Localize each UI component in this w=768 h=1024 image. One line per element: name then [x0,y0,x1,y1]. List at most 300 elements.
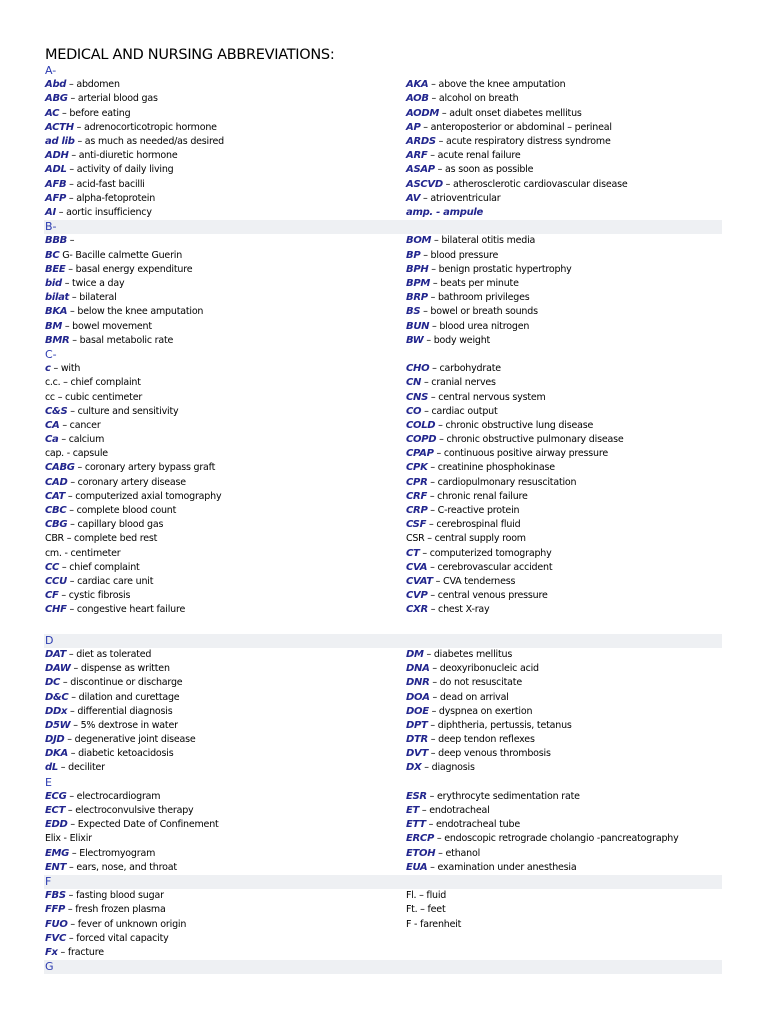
abbreviation-entry [406,918,461,932]
abbreviation-term: ADH [45,150,69,162]
abbreviation-term: amp. - ampule [406,206,483,218]
abbreviation-definition: – before eating [62,107,131,119]
abbreviation-definition: – basal energy expenditure [68,263,193,275]
abbreviation-term: CO [406,405,422,417]
abbreviation-definition: – diet as tolerated [68,648,152,660]
abbreviation-entry [45,433,221,447]
abbreviation-definition: – examination under anesthesia [430,861,577,873]
abbreviation-entry [45,320,203,334]
abbreviation-term: CF [45,590,59,602]
abbreviation-entry [406,705,572,719]
abbreviation-term: BPH [406,263,429,275]
abbreviation-term: DX [406,762,422,774]
abbreviation-term: CC [45,561,60,573]
abbreviation-definition: – diabetic ketoacidosis [70,748,174,760]
abbreviation-term: FUO [45,918,68,930]
abbreviation-entry [406,461,623,475]
abbreviation-term: DTR [406,734,428,746]
abbreviation-term: ERCP [406,833,434,845]
abbreviation-term: bilat [45,292,70,304]
abbreviation-term: CHO [406,363,430,375]
abbreviation-entry [406,135,628,149]
abbreviation-entry [406,518,623,532]
abbreviation-entry [45,249,203,263]
abbreviation-term: FVC [45,932,67,944]
abbreviation-term: EDD [45,819,68,831]
abbreviation-term: bid [45,277,62,289]
abbreviation-entry [45,476,221,490]
abbreviation-definition: – abdomen [68,79,120,91]
abbreviation-entry [406,149,628,163]
abbreviation-term: ASAP [406,164,435,176]
abbreviation-term: ARDS [406,135,436,147]
abbreviation-entry [406,861,679,875]
abbreviation-term: dL [45,762,58,774]
abbreviation-term: BOM [406,235,432,247]
abbreviation-term: DOE [406,705,429,717]
abbreviation-definition: – adrenocorticotropic hormone [76,121,217,133]
abbreviation-definition: – arterial blood gas [70,93,158,105]
abbreviation-definition: – dispense as written [73,663,170,675]
section-letter: A- [45,64,57,77]
abbreviation-definition: – twice a day [64,277,125,289]
abbreviation-definition: – culture and sensitivity [70,405,179,417]
abbreviation-entry [45,461,221,475]
abbreviation-term: CBC [45,505,67,517]
abbreviation-definition: – diphtheria, pertussis, tetanus [430,719,572,731]
abbreviation-definition: – as much as needed/as desired [77,135,224,147]
abbreviation-entry [406,163,628,177]
abbreviation-definition: – congestive heart failure [69,604,186,616]
abbreviation-entry [45,719,196,733]
abbreviation-entry [406,676,572,690]
abbreviation-definition: – fluid [419,890,447,902]
section-letter: F [45,875,52,889]
abbreviation-definition: – fresh frozen plasma [67,904,166,916]
abbreviation-entry [406,747,572,761]
abbreviation-entry [406,761,572,775]
abbreviation-term: cm. [45,547,62,559]
abbreviation-definition: – deep tendon reflexes [430,734,535,746]
abbreviation-term: CVP [406,590,428,602]
abbreviation-entry [406,889,461,903]
abbreviation-term: ABG [45,93,68,105]
abbreviation-entry [45,676,196,690]
abbreviation-term: D&C [45,691,69,703]
abbreviation-entry [45,847,219,861]
abbreviation-definition: – bilateral [71,292,117,304]
left-column [45,362,221,617]
abbreviation-term: CSR [406,533,425,545]
right-column [406,362,623,617]
abbreviation-definition: – bathroom privileges [430,292,530,304]
abbreviation-entry [406,476,623,490]
abbreviation-definition: – cancer [62,419,101,431]
abbreviation-definition: – forced vital capacity [68,932,169,944]
abbreviation-definition: – alcohol on breath [431,93,519,105]
abbreviation-term: BKA [45,306,68,318]
abbreviation-entry [45,547,221,561]
abbreviation-term: ETOH [406,847,436,859]
abbreviation-term: AFP [45,192,66,204]
section-letter: D [45,633,54,647]
abbreviation-term: DJD [45,734,65,746]
abbreviation-definition: – erythrocyte sedimentation rate [429,790,580,802]
abbreviation-definition: – chief complaint [63,377,141,389]
abbreviation-term: CRF [406,490,427,502]
abbreviation-entry [45,277,203,291]
abbreviation-term: BBB [45,235,67,247]
abbreviation-entry [406,648,572,662]
abbreviation-definition: – beats per minute [432,277,519,289]
section-header [44,634,722,648]
section-letter: E [45,775,52,789]
abbreviation-term: CXR [406,604,428,616]
abbreviation-definition: – Expected Date of Confinement [70,819,219,831]
abbreviation-definition: – Electromyogram [71,847,156,859]
abbreviation-entry [406,192,628,206]
abbreviation-term: CPK [406,462,428,474]
abbreviation-entry [45,918,186,932]
abbreviation-entry [406,662,572,676]
left-column [45,889,186,960]
abbreviation-definition: - capsule [66,448,108,460]
abbreviation-entry [45,889,186,903]
abbreviation-term: AOB [406,93,429,105]
left-column [45,78,224,220]
abbreviation-definition: – fever of unknown origin [70,918,187,930]
section-entries [0,78,768,220]
abbreviation-term: ETT [406,819,426,831]
abbreviation-definition: – cardiac output [424,405,498,417]
abbreviation-definition: – electroconvulsive therapy [67,805,194,817]
abbreviation-term: DC [45,677,61,689]
abbreviation-term: Ft. [406,904,418,916]
abbreviation-definition: – endotracheal tube [428,819,520,831]
abbreviation-definition: – above the knee amputation [431,79,566,91]
abbreviation-entry [406,561,623,575]
section-header [44,875,722,889]
abbreviation-term: Fl. [406,890,417,902]
abbreviation-term: CN [406,377,422,389]
abbreviation-definition: – deciliter [60,762,105,774]
abbreviation-term: AFB [45,178,67,190]
abbreviation-definition: – anteroposterior or abdominal – perineal [423,121,612,133]
abbreviation-definition: – carbohydrate [432,363,501,375]
abbreviation-term: AV [406,192,421,204]
abbreviation-entry [45,234,203,248]
abbreviation-term: FBS [45,890,66,902]
abbreviation-entry [406,277,572,291]
abbreviation-entry [406,804,679,818]
abbreviation-term: BRP [406,292,428,304]
abbreviation-definition: – acid-fast bacilli [69,178,145,190]
abbreviation-entry [45,861,219,875]
abbreviation-definition: – endotracheal [421,805,490,817]
abbreviation-term: CBR [45,533,64,545]
abbreviation-entry [406,447,623,461]
left-column [45,234,203,348]
abbreviation-definition: – atherosclerotic cardiovascular disease [445,178,628,190]
abbreviation-entry [406,818,679,832]
abbreviation-entry [45,589,221,603]
abbreviation-definition: – cubic centimeter [57,391,143,403]
abbreviation-term: BMR [45,334,70,346]
abbreviation-term: CCU [45,575,67,587]
abbreviation-definition: – endoscopic retrograde cholangio -pancreatography [436,833,679,845]
abbreviation-entry [45,662,196,676]
abbreviation-definition: – activity of daily living [69,164,174,176]
section-letter: G [45,960,54,974]
abbreviation-entry [45,291,203,305]
abbreviation-entry [45,648,196,662]
abbreviation-definition: – bilateral otitis media [434,235,536,247]
section-header [44,960,722,974]
abbreviation-term: COPD [406,434,437,446]
abbreviation-entry [45,832,219,846]
abbreviation-definition: – central supply room [427,533,526,545]
abbreviation-definition: – as soon as possible [437,164,534,176]
abbreviation-definition: – calcium [61,434,105,446]
abbreviation-entry [45,903,186,917]
abbreviation-entry [406,334,572,348]
abbreviation-term: DAT [45,648,67,660]
abbreviation-term: cap. [45,448,64,460]
abbreviation-entry [45,561,221,575]
abbreviation-term: CPAP [406,448,434,460]
abbreviation-entry [406,376,623,390]
abbreviation-entry [406,490,623,504]
abbreviation-entry [406,206,628,220]
abbreviation-entry [45,804,219,818]
right-column [406,790,679,875]
abbreviation-entry [406,178,628,192]
abbreviation-definition: – atrioventricular [423,192,501,204]
abbreviation-entry [406,691,572,705]
abbreviation-definition: – central venous pressure [430,590,548,602]
abbreviation-entry [45,518,221,532]
abbreviation-term: DDx [45,705,68,717]
abbreviation-term: DPT [406,719,428,731]
abbreviation-definition: – alpha-fetoprotein [68,192,156,204]
abbreviation-definition: – dyspnea on exertion [431,705,533,717]
abbreviation-entry [45,263,203,277]
abbreviation-entry [45,192,224,206]
section-entries [0,790,768,875]
abbreviation-entry [406,903,461,917]
abbreviation-term: AP [406,121,421,133]
abbreviation-definition: – blood pressure [423,249,499,261]
abbreviation-definition: – cranial nerves [423,377,496,389]
left-column [45,648,196,776]
abbreviation-entry [45,818,219,832]
section-header [44,348,722,362]
abbreviation-entry [406,575,623,589]
abbreviation-definition: – cerebrovascular accident [430,561,553,573]
abbreviation-definition: – ethanol [438,847,481,859]
abbreviation-term: BM [45,320,62,332]
abbreviation-definition: – fasting blood sugar [68,890,164,902]
abbreviation-term: DNA [406,663,430,675]
abbreviation-definition: – dilation and curettage [71,691,180,703]
abbreviation-term: DM [406,648,424,660]
abbreviation-definition: – fracture [60,947,104,959]
abbreviation-definition: – diagnosis [424,762,475,774]
abbreviation-term: CA [45,419,60,431]
abbreviation-definition: – complete bed rest [66,533,158,545]
section-header [44,776,722,790]
abbreviation-entry [406,92,628,106]
abbreviation-definition: – cerebrospinal fluid [428,519,521,531]
abbreviation-definition: – dead on arrival [432,691,509,703]
abbreviation-entry [406,832,679,846]
abbreviation-term: ad lib [45,135,75,147]
abbreviation-entry [45,504,221,518]
abbreviation-entry [406,504,623,518]
abbreviation-definition: – bowel movement [64,320,152,332]
abbreviation-entry [45,705,196,719]
abbreviation-definition: – chief complaint [61,561,140,573]
abbreviation-entry [45,362,221,376]
abbreviation-definition: – deep venous thrombosis [430,748,551,760]
abbreviation-term: CRP [406,505,428,517]
abbreviation-term: DVT [406,748,428,760]
abbreviation-term: BW [406,334,424,346]
abbreviation-entry [45,447,221,461]
abbreviation-term: ESR [406,790,427,802]
abbreviation-term: D5W [45,719,71,731]
abbreviation-entry [45,92,224,106]
abbreviation-entry [45,135,224,149]
abbreviation-definition: G- Bacille calmette Guerin [62,249,183,261]
section-spacer [44,618,722,634]
abbreviation-definition: – discontinue or discharge [62,677,183,689]
abbreviation-entry [406,405,623,419]
abbreviation-definition: – basal metabolic rate [72,334,174,346]
abbreviation-entry [45,733,196,747]
abbreviation-entry [406,847,679,861]
section-header [44,64,722,78]
abbreviation-definition: – with [53,363,81,375]
abbreviation-term: ACTH [45,121,74,133]
abbreviation-term: ECG [45,790,67,802]
abbreviation-entry [45,107,224,121]
section-letter: C- [45,347,57,361]
abbreviation-entry [45,932,186,946]
abbreviation-definition: – bowel or breath sounds [423,306,538,318]
abbreviation-definition: – feet [420,904,446,916]
abbreviation-definition: – computerized tomography [422,547,552,559]
abbreviation-term: ET [406,805,420,817]
abbreviation-term: BPM [406,277,431,289]
abbreviation-term: ECT [45,805,66,817]
section-entries [0,889,768,960]
abbreviation-term: c [45,363,51,375]
abbreviation-entry [45,305,203,319]
abbreviation-term: DNR [406,677,430,689]
abbreviation-entry [406,733,572,747]
abbreviation-entry [45,747,196,761]
abbreviation-term: DKA [45,748,68,760]
abbreviation-entry [406,121,628,135]
abbreviation-term: COLD [406,419,436,431]
abbreviation-definition: – cardiopulmonary resuscitation [430,476,577,488]
abbreviation-definition: – body weight [426,334,491,346]
abbreviation-term: CT [406,547,420,559]
right-column [406,78,628,220]
abbreviation-term: CAD [45,476,68,488]
abbreviation-definition: - Elixir [63,833,92,845]
abbreviation-term: Elix [45,833,61,845]
abbreviation-entry [406,320,572,334]
abbreviation-term: AKA [406,79,429,91]
abbreviation-entry [45,761,196,775]
abbreviation-term: CHF [45,604,67,616]
abbreviation-entry [406,603,623,617]
abbreviation-definition: – deoxyribonucleic acid [432,663,539,675]
abbreviation-definition: – [69,235,75,247]
abbreviation-term: BP [406,249,421,261]
abbreviation-entry [45,334,203,348]
abbreviation-entry [406,263,572,277]
abbreviation-term: CVA [406,561,428,573]
abbreviation-entry [45,206,224,220]
abbreviation-entry [406,391,623,405]
abbreviation-definition: – continuous positive airway pressure [436,448,609,460]
section-entries [0,234,768,348]
abbreviation-definition: – chronic obstructive lung disease [438,419,594,431]
abbreviation-entry [45,490,221,504]
abbreviation-term: AC [45,107,60,119]
abbreviation-term: cc [45,391,55,403]
abbreviation-entry [45,78,224,92]
abbreviation-definition: - centimeter [64,547,121,559]
abbreviation-definition: – central nervous system [430,391,546,403]
abbreviation-term: CPR [406,476,428,488]
abbreviation-term: ENT [45,861,67,873]
abbreviation-definition: – blood urea nitrogen [432,320,530,332]
abbreviation-entry [406,532,623,546]
abbreviation-definition: – chronic obstructive pulmonary disease [439,434,624,446]
abbreviation-definition: – diabetes mellitus [426,648,513,660]
abbreviation-definition: – acute respiratory distress syndrome [438,135,611,147]
abbreviation-term: Abd [45,79,67,91]
abbreviation-definition: – chronic renal failure [429,490,528,502]
abbreviation-definition: – adult onset diabetes mellitus [441,107,582,119]
abbreviation-definition: – chest X-ray [430,604,490,616]
left-column [45,790,219,875]
abbreviation-term: ARF [406,150,428,162]
abbreviation-entry [45,405,221,419]
abbreviation-term: EUA [406,861,428,873]
abbreviation-entry [406,589,623,603]
abbreviation-definition: – acute renal failure [430,150,521,162]
section-letter: B- [45,220,57,234]
abbreviation-term: AI [45,206,56,218]
abbreviation-entry [406,107,628,121]
abbreviation-entry [406,419,623,433]
abbreviation-entry [406,291,572,305]
abbreviation-list [0,64,768,974]
abbreviation-entry [406,719,572,733]
page-title: MEDICAL AND NURSING ABBREVIATIONS: [45,47,335,63]
abbreviation-definition: - farenheit [414,918,462,930]
abbreviation-entry [45,391,221,405]
abbreviation-definition: – aortic insufficiency [58,206,152,218]
abbreviation-term: ADL [45,164,67,176]
abbreviation-definition: – capillary blood gas [70,519,164,531]
abbreviation-definition: – CVA tenderness [435,575,516,587]
